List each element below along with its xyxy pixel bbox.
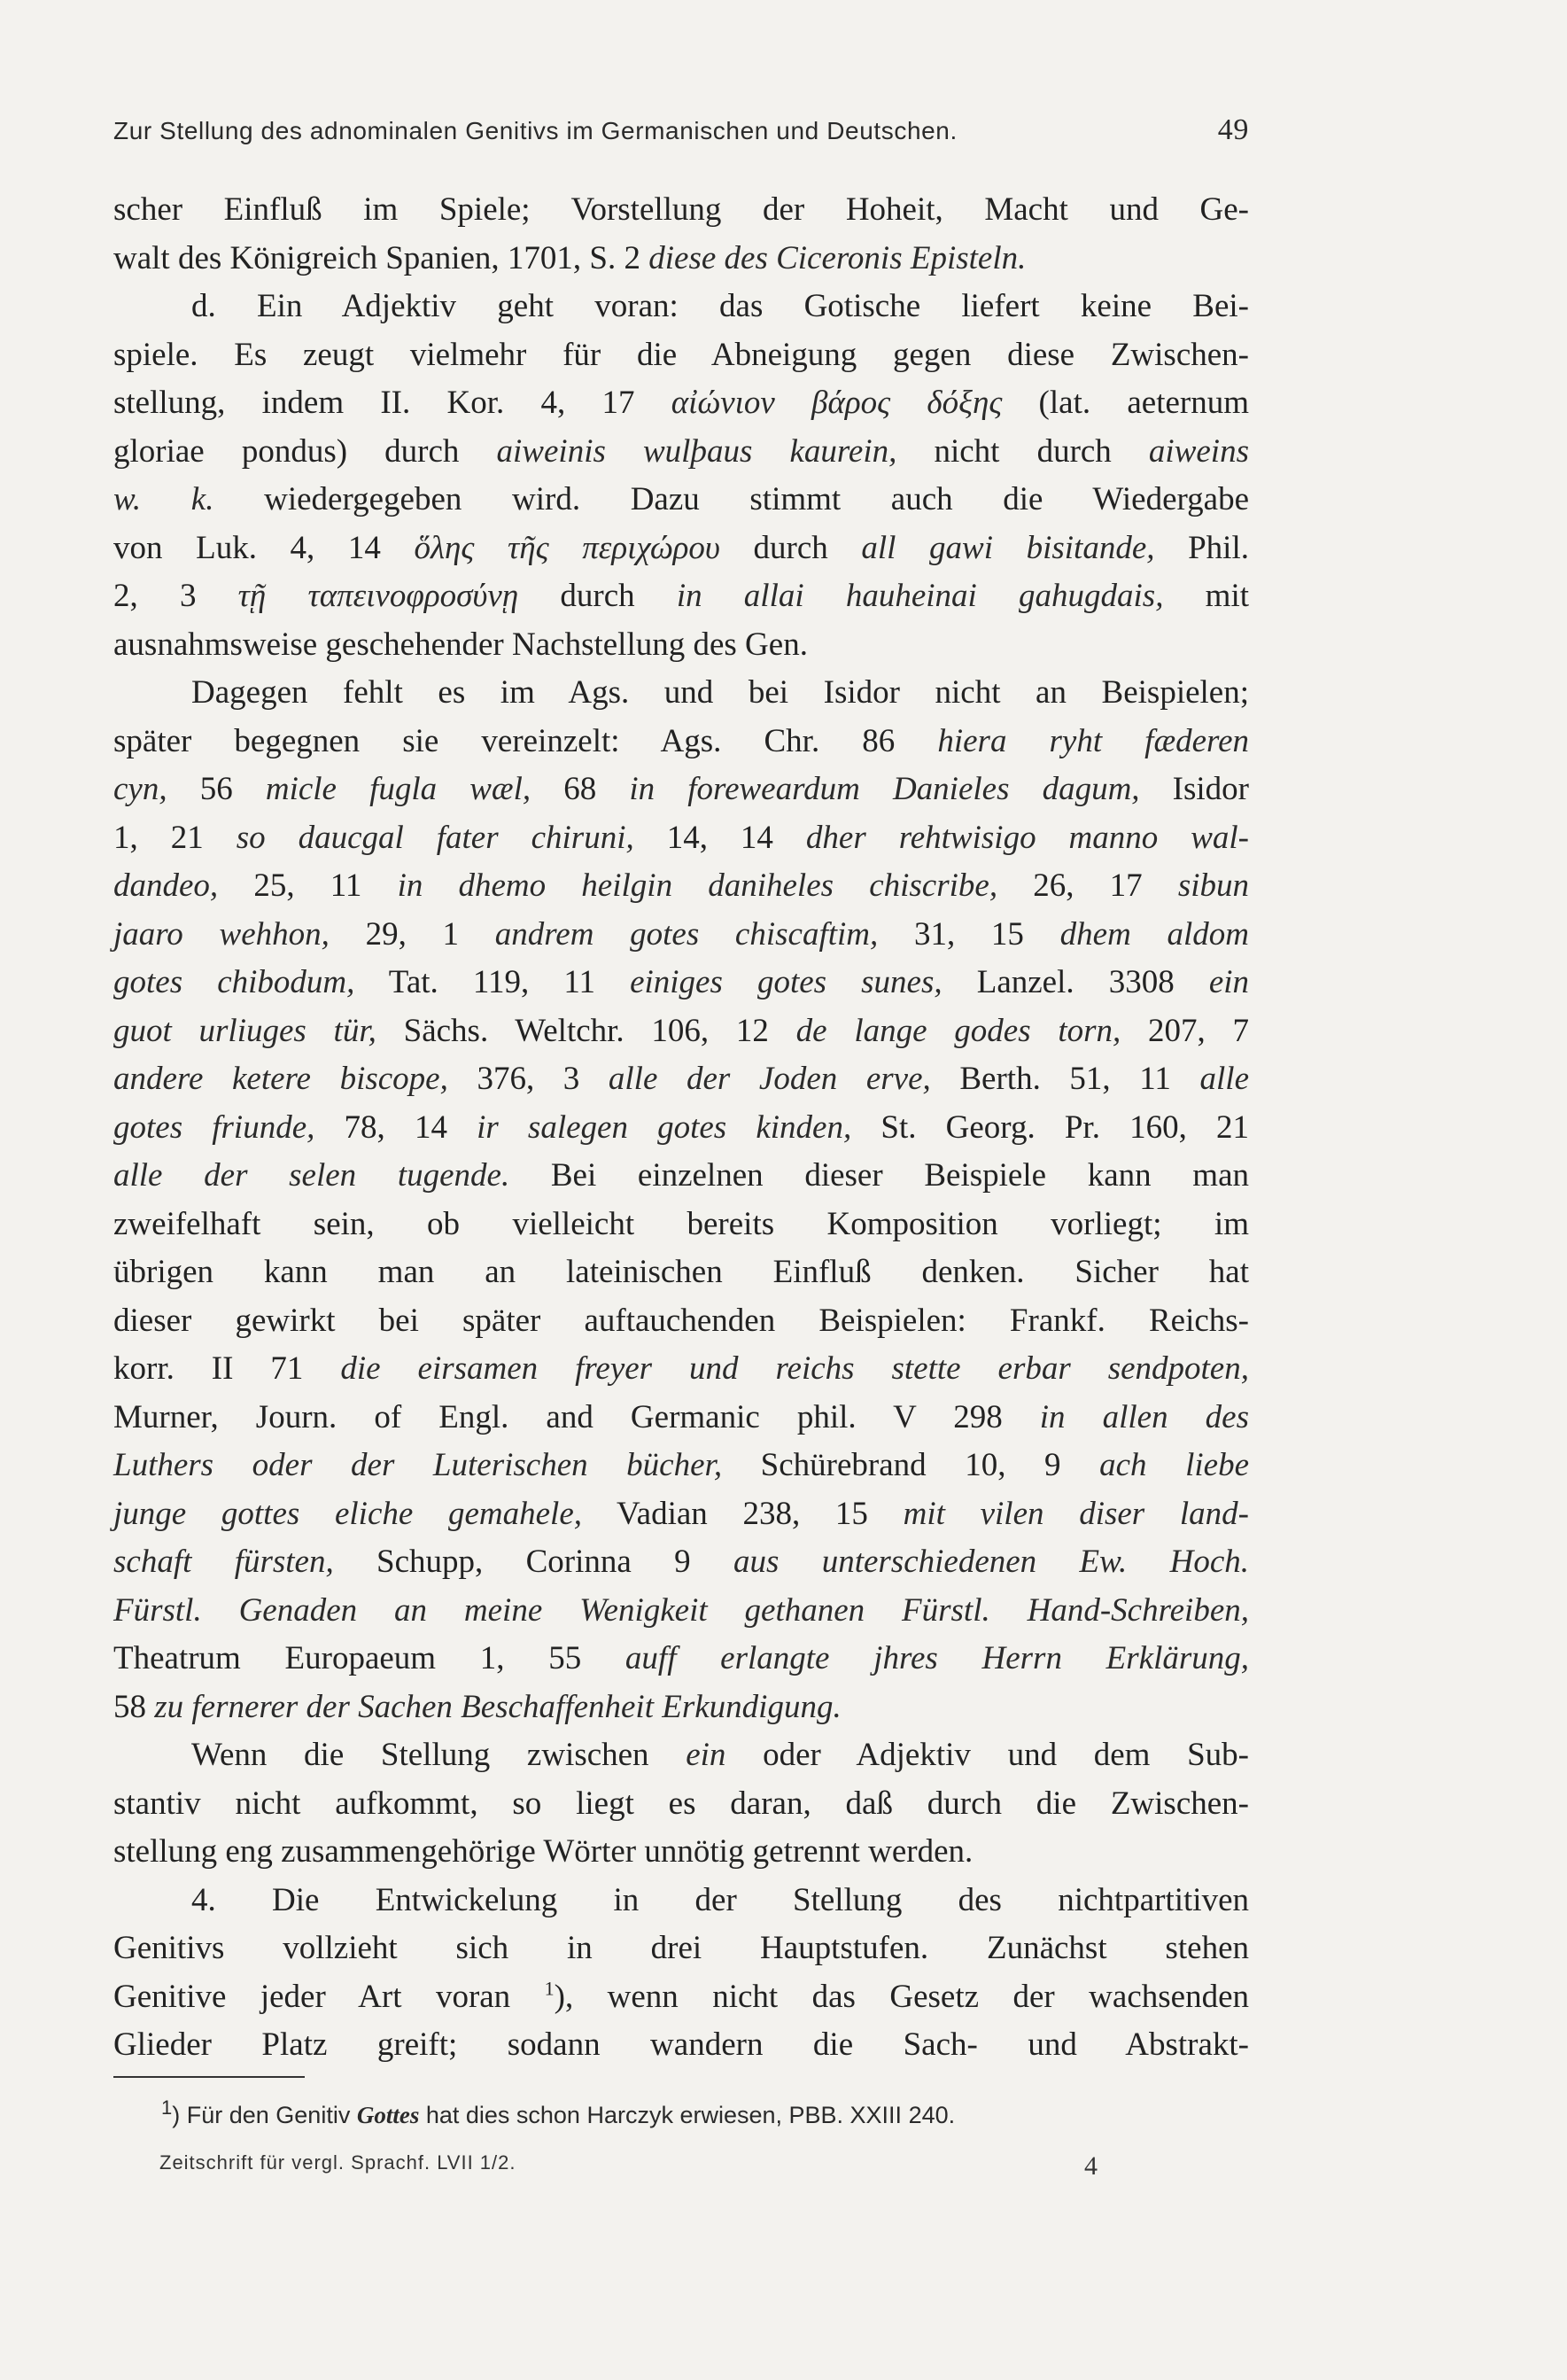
text-line: Murner, Journ. of Engl. and Germanic phil. V 298 in allen des	[113, 1398, 1249, 1435]
text-line: dieser gewirkt bei später auftauchenden Beispielen: Frankf. Reichs-	[113, 1302, 1249, 1339]
text-line: spiele. Es zeugt vielmehr für die Abneigung gegen diese Zwischen-	[113, 336, 1249, 373]
text-line: Luthers oder der Luterischen bücher, Schürebrand 10, 9 ach liebe	[113, 1447, 1250, 1483]
text-line: d. Ein Adjektiv geht voran: das Gotische liefert keine Bei-	[191, 288, 1249, 324]
text-line: gotes friunde, 78, 14 ir salegen gotes kinden, St. Georg. Pr. 160, 21	[113, 1108, 1249, 1146]
text-line: korr. II 71 die eirsamen freyer und reichs stette erbar sendpoten,	[113, 1350, 1249, 1387]
text-line: cyn, 56 micle fugla wæl, 68 in foreweardum Danieles dagum, Isidor	[113, 771, 1249, 807]
text-line: junge gottes eliche gemahele, Vadian 238, 15 mit vilen diser land-	[113, 1495, 1249, 1532]
footnote: $^1$) Für den Genitiv Gottes hat dies schon Harczyk erwiesen, PBB. XXIII 240.	[161, 2096, 956, 2128]
body-text	[113, 186, 1249, 2070]
text-line: guot urliuges tür, Sächs. Weltchr. 106, 12 de lange godes torn, 207, 7	[113, 1012, 1250, 1049]
text-line: 1, 21 so daucgal fater chiruni, 14, 14 dher rehtwisigo manno wal-	[113, 819, 1250, 856]
text-line: Glieder Platz greift; sodann wandern die Sach- und Abstrakt-	[113, 2026, 1249, 2063]
text-line: dandeo, 25, 11 in dhemo heilgin daniheles chiscribe, 26, 17 sibun	[113, 867, 1249, 904]
text-line: Dagegen fehlt es im Ags. und bei Isidor nicht an Beispielen;	[191, 674, 1249, 711]
text-line: Genitive jeder Art voran $^1$), wenn nicht das Gesetz der wachsenden	[113, 1977, 1249, 2015]
text-line: schaft fürsten, Schupp, Corinna 9 aus unterschiedenen Ew. Hoch.	[113, 1544, 1249, 1580]
text-line: 2, 3 τῇ ταπεινοφροσύνῃ durch in allai hauheinai gahugdais, mit	[113, 578, 1250, 614]
text-line: später begegnen sie vereinzelt: Ags. Chr. 86 hiera ryht fæderen	[113, 722, 1250, 759]
running-header	[113, 113, 1249, 156]
text-line: w. k. wiedergegeben wird. Dazu stimmt auch die Wiedergabe	[113, 481, 1249, 517]
text-line: Theatrum Europaeum 1, 55 auff erlangte jhres Herrn Erklärung,	[113, 1640, 1249, 1676]
page-number: 49	[1217, 113, 1249, 146]
text-line: ausnahmsweise geschehender Nachstellung des Gen.	[113, 626, 808, 663]
text-line: gotes chibodum, Tat. 119, 11 einiges gotes sunes, Lanzel. 3308 ein	[113, 964, 1250, 1000]
footnote-rule	[113, 2076, 305, 2078]
text-line: übrigen kann man an lateinischen Einfluß denken. Sicher hat	[113, 1254, 1249, 1290]
running-title: Zur Stellung des adnominalen Genitivs im Germanischen und Deutschen.	[113, 117, 958, 144]
text-line: zweifelhaft sein, ob vielleicht bereits Komposition vorliegt; im	[113, 1205, 1249, 1242]
text-line: stellung eng zusammengehörige Wörter unnötig getrennt werden.	[113, 1833, 974, 1870]
text-line: Genitivs vollzieht sich in drei Hauptstufen. Zunächst stehen	[113, 1930, 1249, 1966]
text-line: andere ketere biscope, 376, 3 alle der Joden erve, Berth. 51, 11 alle	[113, 1061, 1249, 1097]
text-line: von Luk. 4, 14 ὅλης τῆς περιχώρου durch all gawi bisitande, Phil.	[113, 529, 1249, 566]
text-line: walt des Königreich Spanien, 1701, S. 2 diese des Ciceronis Episteln.	[113, 239, 1027, 276]
sheet-number: 4	[1084, 2151, 1098, 2181]
text-line: alle der selen tugende. Bei einzelnen dieser Beispiele kann man	[113, 1157, 1249, 1194]
sheet-signature	[159, 2151, 1098, 2182]
text-line: stantiv nicht aufkommt, so liegt es daran, daß durch die Zwischen-	[113, 1785, 1249, 1822]
journal-signature: Zeitschrift für vergl. Sprachf. LVII 1/2.	[159, 2151, 516, 2174]
text-line: gloriae pondus) durch aiweinis wulþaus kaurein, nicht durch aiweins	[113, 432, 1249, 470]
text-line: 58 zu fernerer der Sachen Beschaffenheit Erkundigung.	[113, 1688, 842, 1725]
text-line: jaaro wehhon, 29, 1 andrem gotes chiscaftim, 31, 15 dhem aldom	[113, 915, 1249, 953]
text-line: Wenn die Stellung zwischen ein oder Adjektiv und dem Sub-	[191, 1737, 1249, 1773]
text-line: scher Einfluß im Spiele; Vorstellung der Hoheit, Macht und Ge-	[113, 191, 1249, 228]
text-line: stellung, indem II. Kor. 4, 17 αἰώνιον βάρος δόξης (lat. aeternum	[113, 385, 1249, 421]
text-line: 4. Die Entwickelung in der Stellung des nichtpartitiven	[191, 1881, 1249, 1918]
text-line: Fürstl. Genaden an meine Wenigkeit gethanen Fürstl. Hand-Schreiben,	[113, 1591, 1249, 1629]
